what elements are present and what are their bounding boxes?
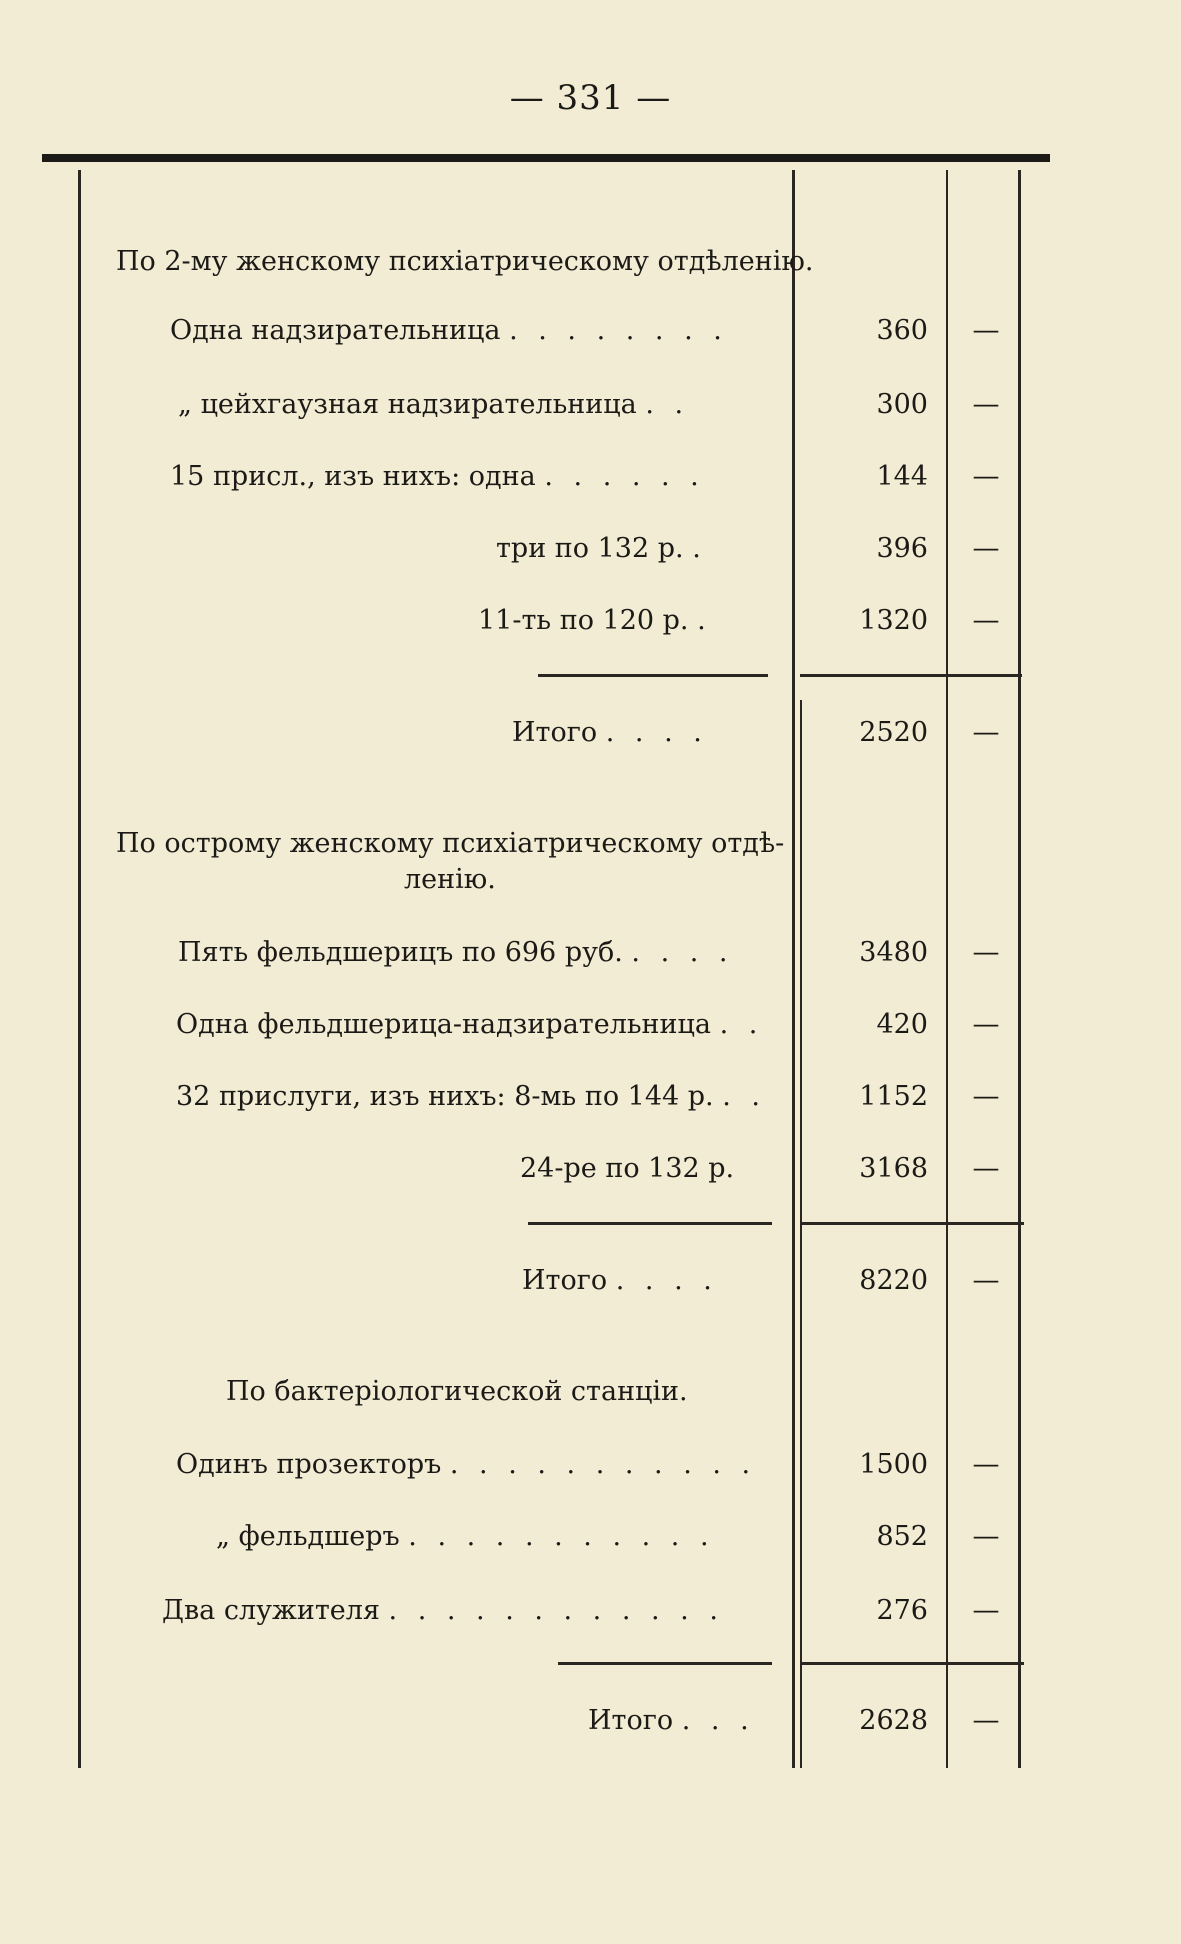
total-amount: 2520: [859, 717, 928, 748]
table-row: [0, 1000, 1181, 1050]
table-row: [0, 1586, 1181, 1636]
row-amount: 852: [876, 1521, 928, 1552]
total-row: [0, 1256, 1181, 1306]
row-label: „ цейхгаузная надзирательница: [178, 389, 637, 420]
leader-dots: .: [692, 533, 707, 564]
row-kopecks: —: [972, 1595, 1000, 1626]
total-amount: 8220: [859, 1265, 928, 1296]
total-label: Итого: [588, 1705, 674, 1736]
row-amount: 396: [876, 533, 928, 564]
row-kopecks: —: [972, 605, 1000, 636]
row-amount: 3168: [859, 1153, 928, 1184]
table-row: [0, 452, 1181, 502]
row-label: 15 присл., изъ нихъ: одна: [170, 461, 536, 492]
table-row: [0, 1440, 1181, 1490]
table-row: [0, 1512, 1181, 1562]
table-row: [0, 596, 1181, 646]
row-kopecks: —: [972, 937, 1000, 968]
row-kopecks: —: [972, 1153, 1000, 1184]
leader-dots: . . . . . . . . . . .: [408, 1521, 715, 1552]
row-kopecks: —: [972, 1449, 1000, 1480]
row-amount: 1320: [859, 605, 928, 636]
leader-dots: .: [697, 605, 712, 636]
subtotal-rule: [558, 1662, 772, 1665]
table-row: [0, 524, 1181, 574]
top-rule: [42, 154, 1050, 162]
page-number: — 331 —: [509, 78, 672, 118]
total-label: Итого: [512, 717, 598, 748]
table-row: [0, 928, 1181, 978]
row-amount: 3480: [859, 937, 928, 968]
subtotal-rule-amount: [800, 674, 1022, 677]
row-amount: 300: [876, 389, 928, 420]
row-amount: 1152: [859, 1081, 928, 1112]
row-kopecks: —: [972, 1009, 1000, 1040]
section-1-heading: По 2-му женскому психіатрическому отдѣленію.: [116, 246, 814, 277]
row-label: Два служителя: [162, 1595, 380, 1626]
row-label: 32 прислуги, изъ нихъ: 8-мь по 144 р.: [176, 1081, 714, 1112]
table-row: [0, 380, 1181, 430]
leader-dots: . . . . . . . . . . .: [449, 1449, 757, 1480]
row-amount: 360: [876, 315, 928, 346]
row-amount: 420: [876, 1009, 928, 1040]
row-label: Пять фельдшерицъ по 696 руб.: [178, 937, 623, 968]
total-amount: 2628: [859, 1705, 928, 1736]
row-label: Одна фельдшерица-надзирательница: [176, 1009, 712, 1040]
total-kopecks: —: [972, 1265, 1000, 1296]
leader-dots: . . . . . .: [544, 461, 705, 492]
table-row: [0, 1072, 1181, 1122]
total-row: [0, 708, 1181, 758]
row-label: три по 132 р.: [496, 533, 684, 564]
row-amount: 1500: [859, 1449, 928, 1480]
subtotal-rule-amount: [800, 1662, 1024, 1665]
leader-dots: . . . .: [631, 937, 734, 968]
row-kopecks: —: [972, 461, 1000, 492]
subtotal-rule-amount: [800, 1222, 1024, 1225]
section-2-heading-continued: ленію.: [404, 864, 496, 895]
subtotal-rule: [528, 1222, 772, 1225]
subtotal-rule: [538, 674, 768, 677]
leader-dots: . . . .: [605, 717, 708, 748]
total-kopecks: —: [972, 717, 1000, 748]
row-kopecks: —: [972, 389, 1000, 420]
leader-dots: . .: [645, 389, 690, 420]
row-label: „ фельдшеръ: [216, 1521, 400, 1552]
row-label: 11-ть по 120 р.: [478, 605, 689, 636]
section-3-heading: По бактеріологической станціи.: [226, 1376, 688, 1407]
table-row: [0, 1144, 1181, 1194]
total-row: [0, 1696, 1181, 1746]
row-kopecks: —: [972, 1521, 1000, 1552]
row-amount: 276: [876, 1595, 928, 1626]
leader-dots: . . . . . . . . . . . .: [388, 1595, 724, 1626]
row-kopecks: —: [972, 1081, 1000, 1112]
row-label: 24-ре по 132 р.: [520, 1153, 735, 1184]
total-label: Итого: [522, 1265, 608, 1296]
leader-dots: . .: [719, 1009, 764, 1040]
leader-dots: . .: [722, 1081, 766, 1112]
row-amount: 144: [876, 461, 928, 492]
row-label: Одинъ прозекторъ: [176, 1449, 442, 1480]
leader-dots: . . . .: [615, 1265, 718, 1296]
row-kopecks: —: [972, 533, 1000, 564]
row-label: Одна надзирательница: [170, 315, 501, 346]
table-row: [0, 306, 1181, 356]
row-kopecks: —: [972, 315, 1000, 346]
section-2-heading: По острому женскому психіатрическому отдѣ-: [116, 828, 785, 859]
leader-dots: . . . . . . . .: [509, 315, 728, 346]
total-kopecks: —: [972, 1705, 1000, 1736]
leader-dots: . . .: [681, 1705, 755, 1736]
